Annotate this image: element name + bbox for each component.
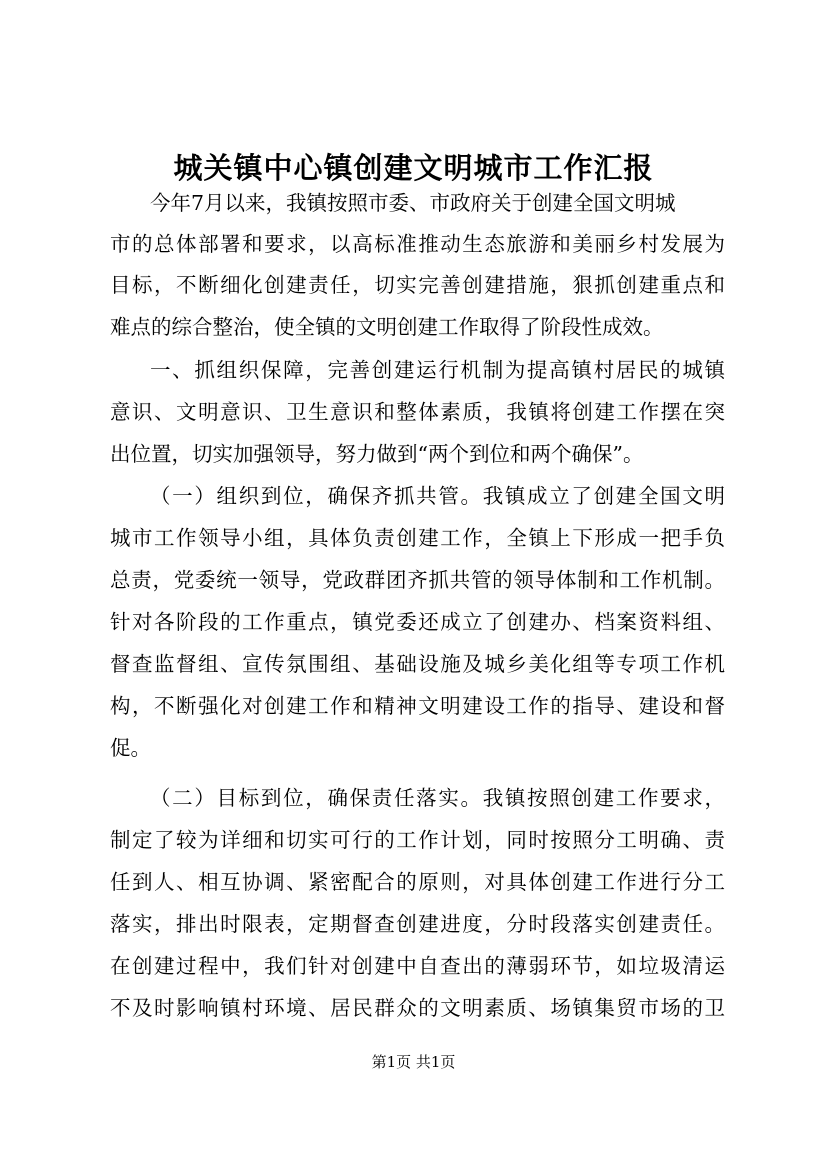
text-line: 今年7月以来，我镇按照市委、市政府关于创建全国文明城: [150, 191, 676, 215]
text-line: 促。: [110, 736, 151, 760]
text-line: 意识、文明意识、卫生意识和整体素质，我镇将创建工作摆在突: [110, 400, 725, 424]
text-line: 针对各阶段的工作重点，镇党委还成立了创建办、档案资料组、: [110, 610, 725, 634]
text-line: 难点的综合整治，使全镇的文明创建工作取得了阶段性成效。: [110, 315, 664, 339]
text-line: 任到人、相互协调、紧密配合的原则，对具体创建工作进行分工: [110, 870, 725, 894]
text-line: 目标，不断细化创建责任，切实完善创建措施，狠抓创建重点和: [110, 273, 725, 297]
text-line: （二）目标到位，确保责任落实。我镇按照创建工作要求，: [150, 786, 725, 810]
text-line: 出位置，切实加强领导，努力做到“两个到位和两个确保”。: [110, 442, 644, 466]
text-line: 城市工作领导小组，具体负责创建工作，全镇上下形成一把手负: [110, 526, 725, 550]
text-line: 督查监督组、宣传氛围组、基础设施及城乡美化组等专项工作机: [110, 652, 725, 676]
text-line: 制定了较为详细和切实可行的工作计划，同时按照分工明确、责: [110, 828, 725, 852]
text-line: 不及时影响镇村环境、居民群众的文明素质、场镇集贸市场的卫: [110, 996, 725, 1020]
text-line: 在创建过程中，我们针对创建中自查出的薄弱环节，如垃圾清运: [110, 954, 725, 978]
text-line: （一）组织到位，确保齐抓共管。我镇成立了创建全国文明: [150, 484, 725, 508]
text-line: 市的总体部署和要求，以高标准推动生态旅游和美丽乡村发展为: [110, 232, 725, 256]
text-line: 一、抓组织保障，完善创建运行机制为提高镇村居民的城镇: [150, 358, 725, 382]
text-line: 总责，党委统一领导，党政群团齐抓共管的领导体制和工作机制。: [110, 568, 725, 592]
page-number-footer: 第1页 共1页: [371, 1053, 456, 1071]
text-line: 落实，排出时限表，定期督查创建进度，分时段落实创建责任。: [110, 912, 725, 936]
text-line: 构，不断强化对创建工作和精神文明建设工作的指导、建设和督: [110, 694, 725, 718]
document-title: 城关镇中心镇创建文明城市工作汇报: [173, 151, 654, 185]
